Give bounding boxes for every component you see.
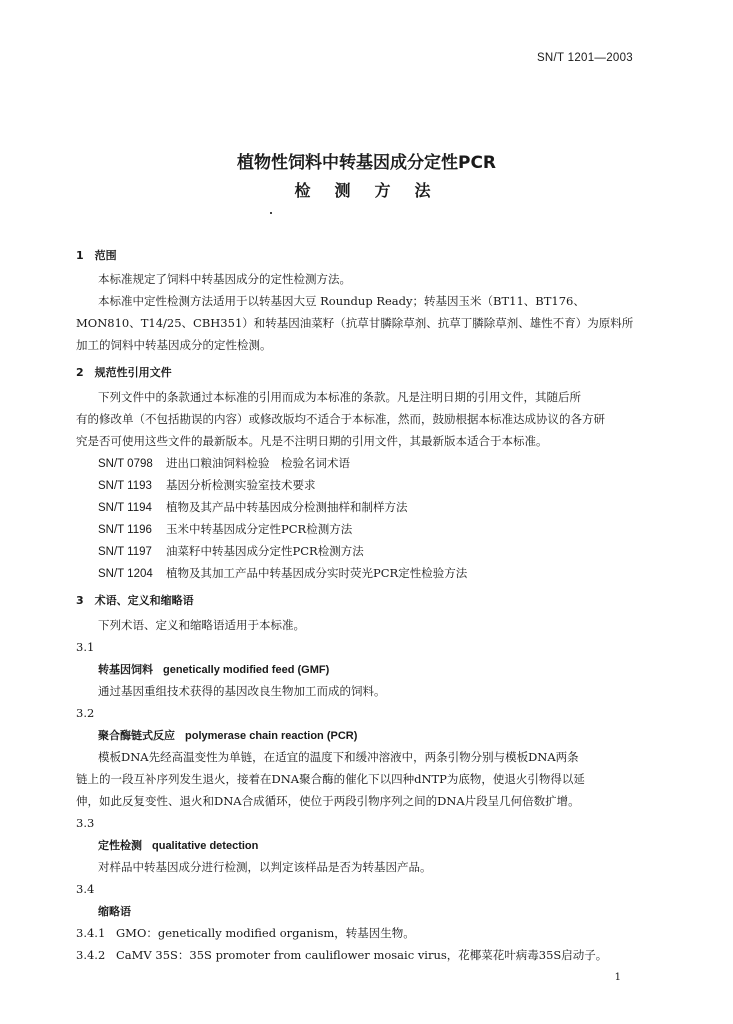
- section-3-intro: 下列术语、定义和缩略语适用于本标准。: [98, 618, 305, 632]
- reference-code: SN/T 1204: [98, 568, 153, 580]
- document-title-line1: 植物性饲料中转基因成分定性PCR: [236, 153, 497, 173]
- term-3-4: [98, 900, 131, 923]
- reference-code: SN/T 1193: [98, 480, 152, 492]
- term-chinese: 聚合酶链式反应: [98, 729, 175, 742]
- abbreviation-3-4-1: [76, 922, 415, 944]
- reference-item: [98, 518, 352, 541]
- section-2-para-line-3: 究是否可使用这些文件的最新版本。凡是不注明日期的引用文件，其最新版本适合于本标准。: [76, 434, 548, 448]
- reference-title: 进出口粮油饲料检验 检验名词术语: [166, 456, 350, 470]
- definition-3-3: 对样品中转基因成分进行检测，以判定该样品是否为转基因产品。: [98, 860, 432, 874]
- standard-code: SN/T 1201—2003: [536, 52, 633, 64]
- section-2-heading: 2 规范性引用文件: [76, 366, 172, 379]
- reference-item: [98, 452, 350, 475]
- section-1-para-2-line-2: MON810、T14/25、CBH351）和转基因油菜籽（抗草甘膦除草剂、抗草丁膦除草剂、雄性不育）为原料所: [76, 316, 634, 330]
- reference-code: SN/T 1196: [98, 524, 152, 536]
- clause-number: 3.4.2: [76, 948, 106, 962]
- section-1-heading: 1 范围: [76, 249, 117, 262]
- term-chinese: 定性检测: [98, 839, 142, 852]
- term-english: qualitative detection: [152, 840, 259, 852]
- reference-code: SN/T 0798: [98, 458, 153, 470]
- section-3-heading: 3 术语、定义和缩略语: [76, 594, 194, 607]
- abbreviation-text: GMO：genetically modified organism，转基因生物。: [116, 926, 415, 940]
- reference-item: [98, 474, 316, 497]
- clause-number-3-3: 3.3: [76, 816, 95, 830]
- clause-number: 3.4.1: [76, 926, 106, 940]
- reference-item: [98, 496, 408, 519]
- reference-title: 植物及其加工产品中转基因成分实时荧光PCR定性检验方法: [166, 566, 468, 580]
- clause-number-3-1: 3.1: [76, 640, 95, 654]
- section-1-para-2-line-1: 本标准中定性检测方法适用于以转基因大豆 Roundup Ready；转基因玉米（BT11、BT176、: [98, 294, 585, 308]
- reference-code: SN/T 1194: [98, 502, 152, 514]
- reference-title: 玉米中转基因成分定性PCR检测方法: [166, 522, 353, 536]
- definition-3-2-line-3: 伸，如此反复变性、退火和DNA合成循环，使位于两段引物序列之间的DNA片段呈几何倍数扩增。: [76, 794, 580, 808]
- term-3-1: [98, 658, 329, 681]
- section-2-para-line-1: 下列文件中的条款通过本标准的引用而成为本标准的条款。凡是注明日期的引用文件，其随后所: [98, 390, 581, 404]
- abbreviation-3-4-2: [76, 944, 607, 966]
- clause-number-3-2: 3.2: [76, 706, 95, 720]
- stray-dot: [270, 212, 272, 214]
- section-2-para-line-2: 有的修改单（不包括勘误的内容）或修改版均不适合于本标准，然而，鼓励根据本标准达成协议的各方研: [76, 412, 605, 426]
- clause-number-3-4: 3.4: [76, 882, 95, 896]
- reference-title: 基因分析检测实验室技术要求: [166, 478, 316, 492]
- definition-3-1: 通过基因重组技术获得的基因改良生物加工而成的饲料。: [98, 684, 386, 698]
- term-3-3: [98, 834, 258, 857]
- section-1-para-2-line-3: 加工的饲料中转基因成分的定性检测。: [76, 338, 272, 352]
- term-chinese: 转基因饲料: [98, 663, 153, 676]
- reference-code: SN/T 1197: [98, 546, 152, 558]
- reference-title: 油菜籽中转基因成分定性PCR检测方法: [166, 544, 364, 558]
- page-number: 1: [614, 972, 621, 983]
- reference-title: 植物及其产品中转基因成分检测抽样和制样方法: [166, 500, 408, 514]
- term-english: polymerase chain reaction (PCR): [185, 730, 358, 742]
- reference-item: [98, 540, 364, 563]
- document-title-line2: 检测方法: [294, 181, 455, 200]
- term-3-2: [98, 724, 357, 747]
- abbreviation-text: CaMV 35S：35S promoter from cauliflower mosaic virus，花椰菜花叶病毒35S启动子。: [116, 948, 608, 962]
- term-english: genetically modified feed (GMF): [163, 664, 330, 676]
- definition-3-2-line-1: 模板DNA先经高温变性为单链，在适宜的温度下和缓冲溶液中，两条引物分别与模板DNA两条: [98, 750, 579, 764]
- section-1-para-1: 本标准规定了饲料中转基因成分的定性检测方法。: [98, 272, 351, 286]
- definition-3-2-line-2: 链上的一段互补序列发生退火，接着在DNA聚合酶的催化下以四种dNTP为底物，使退火引物得以延: [76, 772, 585, 786]
- term-chinese: 缩略语: [98, 905, 131, 918]
- reference-item: [98, 562, 467, 585]
